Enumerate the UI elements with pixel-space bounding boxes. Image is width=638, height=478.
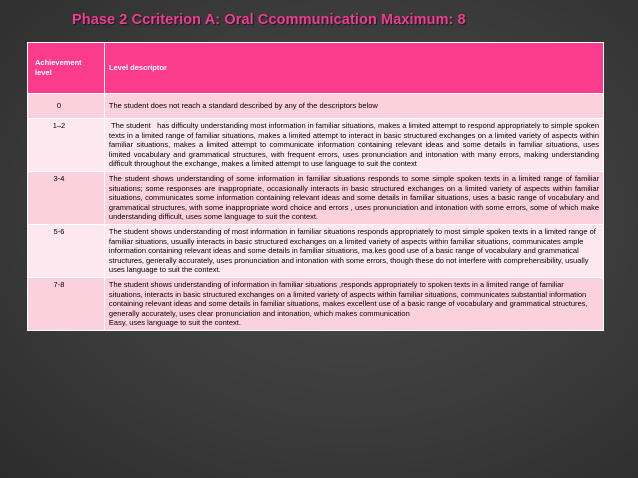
row-level: 7-8 xyxy=(28,277,105,330)
table-row xyxy=(28,94,604,119)
slide-title: Phase 2 Ccriterion A: Oral Ccommunication Maximum: 8 xyxy=(72,12,466,28)
row-descriptor: The student does not reach a standard described by any of the descriptors below xyxy=(104,94,603,119)
row-level: 1–2 xyxy=(28,119,105,172)
rubric-table xyxy=(27,42,604,331)
rubric-table-container xyxy=(27,42,604,331)
table-row xyxy=(28,119,604,172)
row-level: 5-6 xyxy=(28,224,105,277)
row-descriptor: The student shows understanding of most information in familiar situations responds appropriately to most simple spoken texts in a limited range of familiar situations, usually interacts in basic structured exchanges on a limited variety of aspects within familiar situations, communicates ample information containing relevant ideas and some details in familiar situations, ma.kes good use of a basic range of vocabulary and grammatical structures, generally accurately, uses pronunciation and intonation with some errors, though these do not interfere with comprehensibility, usually uses language to suit the context. xyxy=(104,224,603,277)
row-descriptor-continuation: Easy, uses language to suit the context. xyxy=(108,318,241,328)
header-level-descriptor: Level descriptor xyxy=(104,43,603,94)
row-descriptor: The student shows understanding of information in familiar situations ,responds appropriately to spoken texts in a limited range of familiar situations, interacts in basic structured exchanges on a limited variety of aspects within familiar situations, communicates substantial information containing relevant ideas and some details in familiar situations, makes excellent use of a basic range of vocabulary and grammatical structures, generally accurately, uses clear pronunciation and intonation, which makes communication xyxy=(108,279,588,318)
row-level: 3-4 xyxy=(28,171,105,224)
table-row xyxy=(28,277,604,330)
table-row xyxy=(28,171,604,224)
header-achievement-level: Achievement level xyxy=(28,43,105,94)
table-row xyxy=(28,224,604,277)
table-header-row xyxy=(28,43,604,94)
row-level: 0 xyxy=(28,94,105,119)
row-descriptor-cell xyxy=(104,277,603,330)
row-descriptor: The student has difficulty understanding most information in familiar situations, makes a limited attempt to respond appropriately to simple spoken texts in a limited range of familiar situations, makes a limited attempt to interact in basic structured exchanges on a limited variety of aspects within familiar situations, makes a limited attempt to communicate information containing relevant ideas and some details in familiar situations, uses limited vocabulary and grammatical structures, with frequent errors, uses pronunciation and intonation with many errors, making understanding difficult throughout the exchange, makes a limited attempt to use language to suit the context xyxy=(104,119,603,172)
row-descriptor: The student shows understanding of some information in familiar situations responds to some simple spoken texts in a limited range of familiar situations; some responses are inappropriate, occasionally interacts in basic structured exchanges on a limited variety of aspects within familiar situations, communicates some information containing relevant ideas and some details in familiar situations, uses a basic range of vocabulary and grammatical structures, with some inappropriate word choice and errors , uses pronunciation and intonation with some errors, some of which make understanding difficult, uses some language to suit the context. xyxy=(104,171,603,224)
